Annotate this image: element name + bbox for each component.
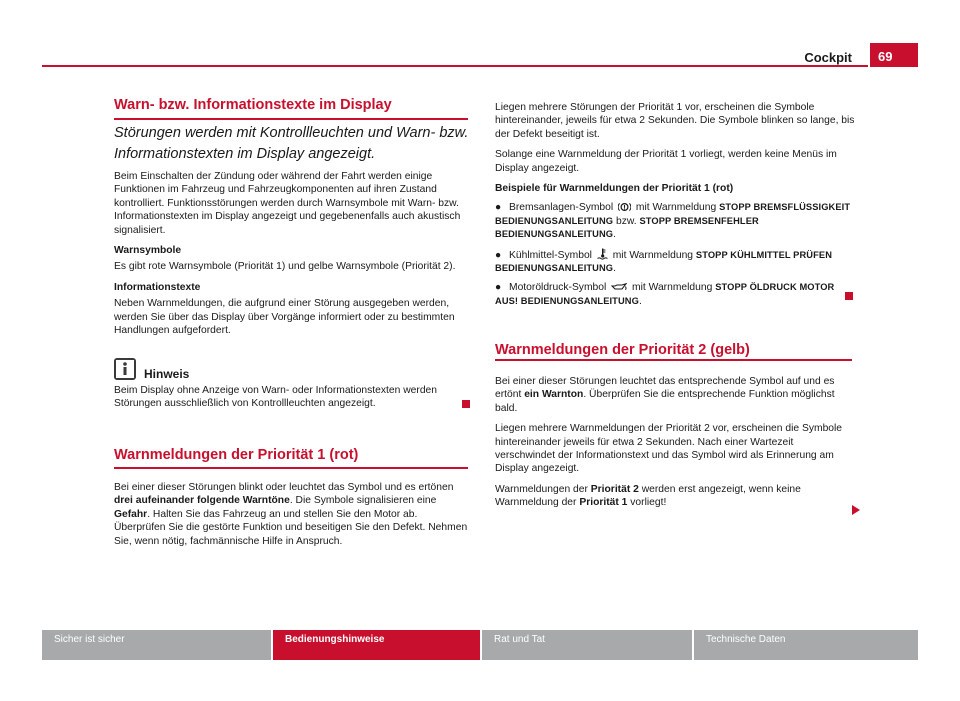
text-span: Warnmeldungen der <box>495 483 591 495</box>
brake-warning-icon <box>618 202 631 212</box>
warning-message-text: STOPP ÖLDRUCK MOTOR AUS! BEDIENUNGSANLEITUNG <box>495 282 835 306</box>
text-span: Motoröldruck-Symbol <box>509 282 607 294</box>
bold-text-span: Gefahr <box>114 508 148 520</box>
text-span: vorliegt! <box>627 497 667 509</box>
section-title-priority-1: Warnmeldungen der Priorität 1 (rot) <box>114 447 359 463</box>
page-number: 69 <box>870 43 918 67</box>
warnsymbole-text: Es gibt rote Warnsymbole (Priorität 1) und gelbe Warnsymbole (Priorität 2). <box>114 261 456 273</box>
priority-2-multi-paragraph: Liegen mehrere Warnmeldungen der Priorität 2 vor, erscheinen die Symbole hintereinander jeweils für etwa 2 Sekunden. Nach einer Wartezeit verschwindet der Informationstext und das Symbol wird als Erinnerung am Display angezeigt. <box>495 423 843 475</box>
footer-tab-rat-und-tat[interactable]: Rat und Tat <box>482 630 692 660</box>
footer-tab-technische-daten[interactable]: Technische Daten <box>694 630 918 660</box>
priority-1-multi-paragraph: Liegen mehrere Störungen der Priorität 1 vor, erscheinen die Symbole hintereinander, jeweils für etwa 2 Sekunden. Die Symbole blinken so lange, bis der Defekt beseitigt ist. <box>495 102 855 140</box>
text-span: . Überprüfen Sie die entsprechende Funktion möglichst bald. <box>495 389 835 414</box>
footer-tab-sicher[interactable]: Sicher ist sicher <box>42 630 271 660</box>
priority-2-text-block <box>495 375 855 510</box>
intro-paragraph: Beim Einschalten der Zündung oder während der Fahrt werden einige Funktionen im Fahrzeug und Fahrzeugkomponenten auf ihren Zustand kontrolliert. Funktionsstörungen werden durch Warnsymbole mit Warn- bzw. Informationstexten im Display angezeigt und gegebenenfalls auch akustisch signalisiert. <box>114 171 461 236</box>
section-end-marker <box>462 400 470 408</box>
bold-text-span: Priorität 1 <box>579 497 628 509</box>
section-title-priority-2: Warnmeldungen der Priorität 2 (gelb) <box>495 342 750 358</box>
text-span: Kühlmittel-Symbol <box>509 249 592 261</box>
section-title-warn-info: Warn- bzw. Informationstexte im Display <box>114 97 392 113</box>
hinweis-label: Hinweis <box>144 367 190 381</box>
oil-pressure-warning-icon <box>611 283 627 292</box>
bullet: ● <box>495 282 502 294</box>
text-span: Bei einer dieser Störungen leuchtet das entsprechende Symbol auf und es ertönt <box>495 376 835 401</box>
text-span: . Halten Sie das Fahrzeug an und stellen Sie den Motor ab. Überprüfen Sie die gestörte Funktion und beseitigen Sie den Defekt. Nehmen Sie, wenn nötig, fachmännische Hilfe in Anspruch. <box>114 508 468 547</box>
text-span: mit Warnmeldung <box>635 202 717 214</box>
example-item-coolant: ● Kühlmittel-Symbol mit Warnmeldung STOPP KÜHLMITTEL PRÜFEN BEDIENUNGSANLEITUNG. <box>495 249 833 275</box>
informationstexte-text: Neben Warnmeldungen, die aufgrund einer Störung ausgegeben werden, werden Sie über das Display über Vorgänge informiert oder zu bestimmten Handlungen aufgefordert. <box>114 298 455 337</box>
priority-1-menu-paragraph: Solange eine Warnmeldung der Priorität 1 vorliegt, werden keine Menüs im Display angezeigt. <box>495 149 837 174</box>
examples-heading: Beispiele für Warnmeldungen der Priorität 1 (rot) <box>495 183 734 195</box>
informationstexte-heading: Informationstexte <box>114 281 201 293</box>
continue-arrow-icon <box>852 505 860 515</box>
example-item-brake: ● Bremsanlagen-Symbol ! mit Warnmeldung STOPP BREMSFLÜSSIGKEIT BEDIENUNGSANLEITUNG bzw. STOPP BREMSENFEHLER BEDIENUNGSANLEITUNG. <box>495 202 851 241</box>
text-span: bzw. <box>616 215 637 227</box>
text-span: werden erst angezeigt, wenn keine Warnmeldung der <box>495 483 801 509</box>
bold-text-span: drei aufeinander folgende Warntöne <box>114 495 290 507</box>
priority-2-paragraph <box>495 375 855 415</box>
priority-2-display-paragraph <box>495 483 835 510</box>
footer-tab-bedienungshinweise[interactable]: Bedienungshinweise <box>273 630 480 660</box>
warnsymbole-heading: Warnsymbole <box>114 245 182 257</box>
text-span: mit Warnmeldung <box>632 282 713 294</box>
hinweis-text: Beim Display ohne Anzeige von Warn- oder Informationstexten werden Störungen ausschließlich von Kontrollleuchten angezeigt. <box>114 385 437 410</box>
text-span: Bremsanlagen-Symbol <box>509 202 614 214</box>
warning-message-text: STOPP BREMSENFEHLER BEDIENUNGSANLEITUNG <box>495 215 759 240</box>
section-subtitle: Störungen werden mit Kontrollleuchten und Warn- bzw. Informationstexten im Display angezeigt. <box>114 125 469 162</box>
text-span: mit Warnmeldung <box>612 249 694 261</box>
section-rule <box>114 118 468 120</box>
section-rule <box>495 359 852 361</box>
info-note-icon <box>114 358 136 380</box>
bold-text-span: Priorität 2 <box>590 483 639 495</box>
page-header-title: Cockpit <box>804 50 852 65</box>
section-rule <box>114 467 468 469</box>
text-span: Bei einer dieser Störungen blinkt oder leuchtet das Symbol und es ertönen <box>114 482 454 493</box>
warning-message-text: STOPP BREMSFLÜSSIGKEIT BEDIENUNGSANLEITUNG <box>495 202 851 226</box>
warning-message-text: STOPP KÜHLMITTEL PRÜFEN BEDIENUNGSANLEITUNG <box>495 249 833 274</box>
svg-text:!: ! <box>623 204 626 212</box>
bullet: ● <box>495 249 502 261</box>
bullet: ● <box>495 202 502 214</box>
right-text-block <box>495 101 855 308</box>
text-span: . Die Symbole signalisieren eine <box>289 495 437 507</box>
left-text-block <box>114 170 470 337</box>
example-item-oil-pressure: ● Motoröldruck-Symbol mit Warnmeldung STOPP ÖLDRUCK MOTOR AUS! BEDIENUNGSANLEITUNG. <box>495 282 835 307</box>
section-end-marker <box>845 292 853 300</box>
header-rule <box>42 65 868 67</box>
bold-text-span: ein Warnton <box>524 389 584 401</box>
priority-1-paragraph <box>114 481 470 548</box>
coolant-warning-icon <box>597 248 608 260</box>
